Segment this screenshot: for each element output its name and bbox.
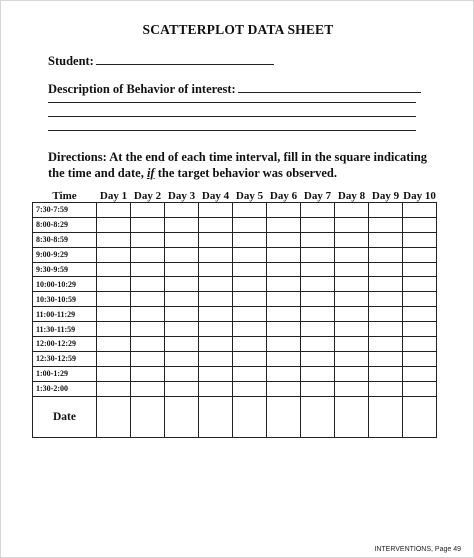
grid-cell[interactable] (403, 292, 437, 307)
day-column-header: Day 9 (371, 189, 400, 202)
time-row (33, 203, 437, 218)
grid-cell[interactable] (131, 322, 165, 337)
grid-body (33, 203, 437, 438)
date-cell[interactable] (335, 396, 369, 437)
grid-cell[interactable] (301, 232, 335, 247)
grid-cell[interactable] (131, 277, 165, 292)
grid-cell[interactable] (165, 337, 199, 352)
grid-cell[interactable] (335, 337, 369, 352)
grid-cell[interactable] (233, 217, 267, 232)
grid-cell[interactable] (369, 337, 403, 352)
behavior-description-field (48, 81, 421, 97)
grid-cell[interactable] (369, 232, 403, 247)
grid-cell[interactable] (403, 307, 437, 322)
grid-cell[interactable] (403, 232, 437, 247)
grid-cell[interactable] (403, 277, 437, 292)
time-slot-label: 10:00-10:29 (33, 277, 97, 292)
grid-cell[interactable] (335, 307, 369, 322)
grid-cell[interactable] (335, 322, 369, 337)
directions-emphasis: if (146, 166, 155, 180)
grid-cell[interactable] (131, 247, 165, 262)
time-row (33, 277, 437, 292)
day-column-header: Day 2 (133, 189, 162, 202)
grid-cell[interactable] (301, 277, 335, 292)
grid-cell[interactable] (403, 351, 437, 366)
time-row (33, 381, 437, 396)
time-slot-label: 9:30-9:59 (33, 262, 97, 277)
grid-cell[interactable] (369, 322, 403, 337)
grid-cell[interactable] (301, 337, 335, 352)
grid-cell[interactable] (301, 262, 335, 277)
grid-cell[interactable] (369, 277, 403, 292)
grid-cell[interactable] (267, 292, 301, 307)
grid-cell[interactable] (131, 366, 165, 381)
student-blank-line (96, 53, 274, 65)
grid-cell[interactable] (233, 322, 267, 337)
grid-cell[interactable] (267, 247, 301, 262)
grid-cell[interactable] (199, 247, 233, 262)
date-cell[interactable] (267, 396, 301, 437)
grid-cell[interactable] (165, 217, 199, 232)
grid-cell[interactable] (403, 381, 437, 396)
time-slot-label: 1:30-2:00 (33, 381, 97, 396)
grid-cell[interactable] (165, 247, 199, 262)
grid-cell[interactable] (335, 277, 369, 292)
date-cell[interactable] (403, 396, 437, 437)
date-cell[interactable] (165, 396, 199, 437)
grid-cell[interactable] (233, 262, 267, 277)
grid-cell[interactable] (199, 262, 233, 277)
grid-cell[interactable] (267, 203, 301, 218)
grid-cell[interactable] (97, 381, 131, 396)
grid-cell[interactable] (199, 217, 233, 232)
grid-cell[interactable] (199, 203, 233, 218)
grid-cell[interactable] (233, 307, 267, 322)
grid-cell[interactable] (267, 366, 301, 381)
grid-cell[interactable] (301, 381, 335, 396)
grid-cell[interactable] (131, 292, 165, 307)
grid-cell[interactable] (267, 277, 301, 292)
grid-cell[interactable] (165, 232, 199, 247)
description-line-1 (48, 102, 416, 103)
grid-cell[interactable] (233, 381, 267, 396)
grid-cell[interactable] (97, 203, 131, 218)
grid-cell[interactable] (403, 337, 437, 352)
grid-cell[interactable] (233, 351, 267, 366)
time-row (33, 337, 437, 352)
grid-cell[interactable] (131, 381, 165, 396)
grid-cell[interactable] (335, 351, 369, 366)
grid-cell[interactable] (335, 217, 369, 232)
grid-cell[interactable] (97, 307, 131, 322)
day-column-header: Day 6 (269, 189, 298, 202)
grid-cell[interactable] (301, 203, 335, 218)
time-row (33, 217, 437, 232)
grid-cell[interactable] (335, 262, 369, 277)
grid-cell[interactable] (233, 337, 267, 352)
grid-cell[interactable] (199, 292, 233, 307)
behavior-description-blank-line (238, 81, 421, 93)
grid-cell[interactable] (199, 337, 233, 352)
grid-cell[interactable] (97, 292, 131, 307)
grid-cell[interactable] (301, 307, 335, 322)
grid-cell[interactable] (97, 351, 131, 366)
grid-cell[interactable] (267, 217, 301, 232)
time-slot-label: 8:30-8:59 (33, 232, 97, 247)
grid-cell[interactable] (403, 322, 437, 337)
student-field (48, 53, 274, 69)
time-slot-label: 12:30-12:59 (33, 351, 97, 366)
grid-cell[interactable] (165, 351, 199, 366)
time-row (33, 232, 437, 247)
grid-cell[interactable] (301, 366, 335, 381)
time-row (33, 366, 437, 381)
grid-cell[interactable] (131, 307, 165, 322)
grid-cell[interactable] (97, 322, 131, 337)
grid-cell[interactable] (165, 203, 199, 218)
grid-cell[interactable] (267, 322, 301, 337)
time-row (33, 247, 437, 262)
student-label: Student: (48, 54, 94, 68)
grid-cell[interactable] (199, 307, 233, 322)
grid-cell[interactable] (301, 351, 335, 366)
grid-cell[interactable] (233, 203, 267, 218)
scatterplot-grid (32, 189, 437, 438)
directions-text (48, 149, 428, 181)
day-column-header: Day 3 (167, 189, 196, 202)
grid-cell[interactable] (369, 307, 403, 322)
time-slot-label: 9:00-9:29 (33, 247, 97, 262)
time-row (33, 307, 437, 322)
date-cell[interactable] (233, 396, 267, 437)
grid-cell[interactable] (131, 203, 165, 218)
grid-cell[interactable] (267, 381, 301, 396)
day-column-header: Day 5 (235, 189, 264, 202)
grid-cell[interactable] (267, 337, 301, 352)
grid-cell[interactable] (165, 366, 199, 381)
grid-cell[interactable] (403, 247, 437, 262)
time-column-header: Time (52, 189, 77, 202)
time-slot-label: 11:00-11:29 (33, 307, 97, 322)
grid-cell[interactable] (97, 262, 131, 277)
time-row (33, 322, 437, 337)
grid-cell[interactable] (403, 217, 437, 232)
day-column-header: Day 4 (201, 189, 230, 202)
grid-cell[interactable] (131, 337, 165, 352)
grid-cell[interactable] (301, 322, 335, 337)
description-line-3 (48, 130, 416, 131)
grid-cell[interactable] (233, 247, 267, 262)
directions-part-2: the target behavior was observed. (157, 166, 337, 180)
grid-cell[interactable] (97, 366, 131, 381)
grid-cell[interactable] (403, 366, 437, 381)
grid-cell[interactable] (369, 366, 403, 381)
day-column-header: Day 7 (303, 189, 332, 202)
grid-cell[interactable] (233, 232, 267, 247)
grid-cell[interactable] (97, 247, 131, 262)
day-column-header: Day 1 (99, 189, 128, 202)
grid-cell[interactable] (199, 381, 233, 396)
time-row (33, 292, 437, 307)
grid-cell[interactable] (233, 292, 267, 307)
time-slot-label: 12:00-12:29 (33, 337, 97, 352)
grid-cell[interactable] (233, 366, 267, 381)
grid-cell[interactable] (131, 217, 165, 232)
grid-cell[interactable] (165, 277, 199, 292)
grid-cell[interactable] (165, 322, 199, 337)
time-slot-label: 10:30-10:59 (33, 292, 97, 307)
grid-cell[interactable] (403, 262, 437, 277)
grid-cell[interactable] (199, 322, 233, 337)
time-row (33, 351, 437, 366)
grid-cell[interactable] (97, 232, 131, 247)
date-cell[interactable] (199, 396, 233, 437)
date-cell[interactable] (301, 396, 335, 437)
grid-cell[interactable] (199, 351, 233, 366)
grid-cell[interactable] (199, 277, 233, 292)
grid-cell[interactable] (165, 292, 199, 307)
grid-cell[interactable] (301, 217, 335, 232)
date-cell[interactable] (131, 396, 165, 437)
grid-cell[interactable] (301, 247, 335, 262)
grid-cell[interactable] (301, 292, 335, 307)
grid-cell[interactable] (369, 262, 403, 277)
grid-cell[interactable] (335, 292, 369, 307)
grid-cell[interactable] (199, 232, 233, 247)
time-slot-label: 1:00-1:29 (33, 366, 97, 381)
grid-cell[interactable] (369, 292, 403, 307)
sheet-title: SCATTERPLOT DATA SHEET (142, 22, 334, 37)
grid-cell[interactable] (335, 232, 369, 247)
grid-cell[interactable] (131, 351, 165, 366)
time-slot-label: 11:30-11:59 (33, 322, 97, 337)
time-row (33, 262, 437, 277)
grid-cell[interactable] (369, 351, 403, 366)
date-row-label: Date (33, 396, 97, 437)
grid-cell[interactable] (267, 232, 301, 247)
date-cell[interactable] (369, 396, 403, 437)
grid-cell[interactable] (335, 247, 369, 262)
grid-cell[interactable] (97, 337, 131, 352)
grid-cell[interactable] (369, 381, 403, 396)
date-row (33, 396, 437, 437)
grid-cell[interactable] (369, 247, 403, 262)
grid-cell[interactable] (403, 203, 437, 218)
grid-cell[interactable] (97, 277, 131, 292)
grid-cell[interactable] (335, 381, 369, 396)
time-slot-label: 7:30-7:59 (33, 203, 97, 218)
grid-cell[interactable] (369, 203, 403, 218)
grid-cell[interactable] (165, 381, 199, 396)
grid-cell[interactable] (165, 307, 199, 322)
date-cell[interactable] (97, 396, 131, 437)
time-slot-label: 8:00-8:29 (33, 217, 97, 232)
page-footer: INTERVENTIONS, Page 49 (374, 546, 461, 553)
directions-part-1: Directions: At the end of each time interval, fill in the square indicating the time and date, (48, 150, 428, 180)
grid-cell[interactable] (335, 366, 369, 381)
grid-cell[interactable] (267, 351, 301, 366)
grid-cell[interactable] (199, 366, 233, 381)
day-column-header: Day 10 (403, 189, 436, 202)
grid-cell[interactable] (267, 307, 301, 322)
grid-cell[interactable] (335, 203, 369, 218)
grid-cell[interactable] (131, 262, 165, 277)
description-line-2 (48, 116, 416, 117)
grid-cell[interactable] (165, 262, 199, 277)
grid-cell[interactable] (369, 217, 403, 232)
day-column-header: Day 8 (337, 189, 366, 202)
grid-cell[interactable] (131, 232, 165, 247)
behavior-description-label: Description of Behavior of interest: (48, 82, 236, 96)
grid-cell[interactable] (267, 262, 301, 277)
grid-cell[interactable] (97, 217, 131, 232)
grid-cell[interactable] (233, 277, 267, 292)
grid-header-row (33, 189, 437, 203)
